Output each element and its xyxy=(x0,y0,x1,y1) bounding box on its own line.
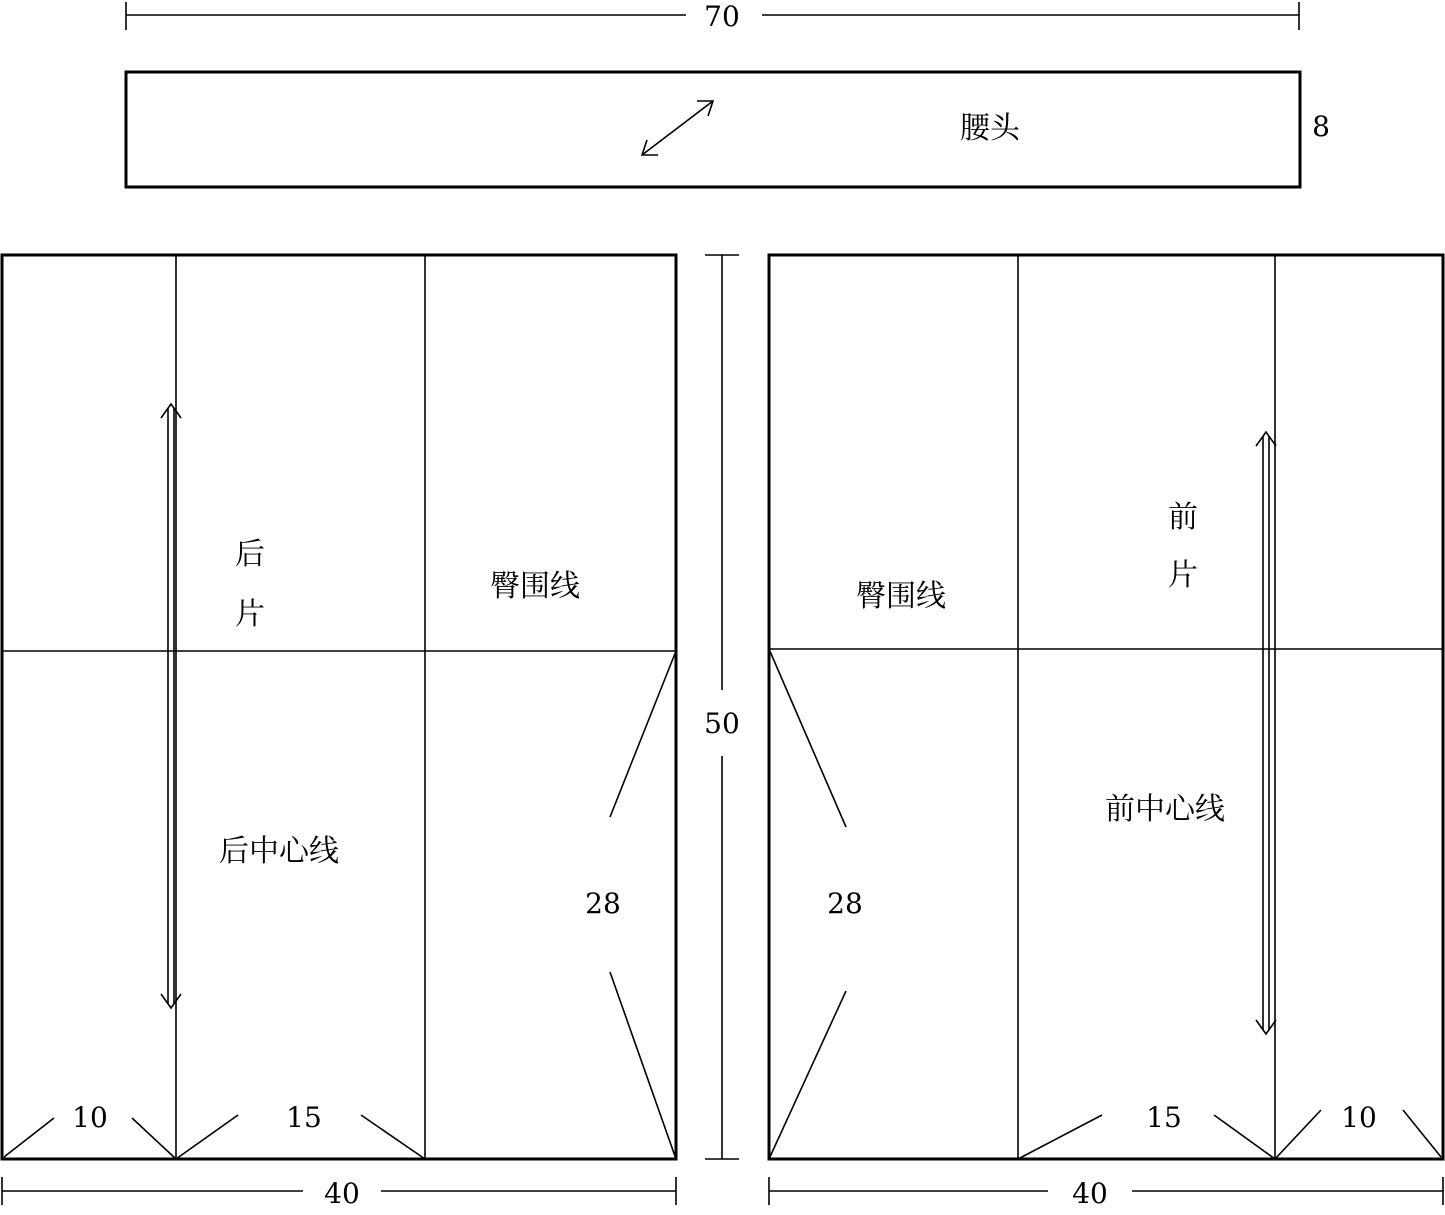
waistband-length-dimension xyxy=(126,0,1299,33)
front-center-line-label: 前中心线 xyxy=(1105,792,1225,827)
front-dart-right-label: 10 xyxy=(1341,1101,1377,1134)
back-hip-line-label: 臀围线 xyxy=(490,569,580,604)
waistband-width-label: 8 xyxy=(1312,110,1330,143)
back-piece-title-2: 片 xyxy=(235,597,265,632)
front-hip-line-label: 臀围线 xyxy=(856,579,946,614)
back-grainline-arrow-icon xyxy=(161,404,181,1008)
front-side-length-label: 28 xyxy=(827,887,863,920)
back-dart-left-label: 10 xyxy=(72,1101,108,1134)
back-side-length-label: 28 xyxy=(585,887,621,920)
front-width-dimension xyxy=(769,1177,1443,1210)
length-label: 50 xyxy=(704,707,740,740)
front-piece xyxy=(769,255,1443,1159)
waistband-label: 腰头 xyxy=(960,111,1020,146)
front-piece-title-2: 片 xyxy=(1168,558,1198,593)
front-dart-left-label: 15 xyxy=(1146,1101,1182,1134)
front-grainline-arrow-icon xyxy=(1256,432,1276,1034)
grainline-arrow-icon xyxy=(642,101,713,155)
back-dart-right-label: 15 xyxy=(286,1101,322,1134)
waistband-length-label: 70 xyxy=(704,0,740,33)
front-width-label: 40 xyxy=(1072,1177,1108,1210)
back-width-dimension xyxy=(2,1177,676,1210)
back-width-label: 40 xyxy=(324,1177,360,1210)
back-piece xyxy=(2,255,676,1159)
front-piece-title-1: 前 xyxy=(1168,500,1198,535)
back-center-line-label: 后中心线 xyxy=(219,834,339,869)
waistband-piece xyxy=(126,72,1330,187)
length-dimension xyxy=(704,255,740,1159)
back-piece-title-1: 后 xyxy=(235,537,265,572)
